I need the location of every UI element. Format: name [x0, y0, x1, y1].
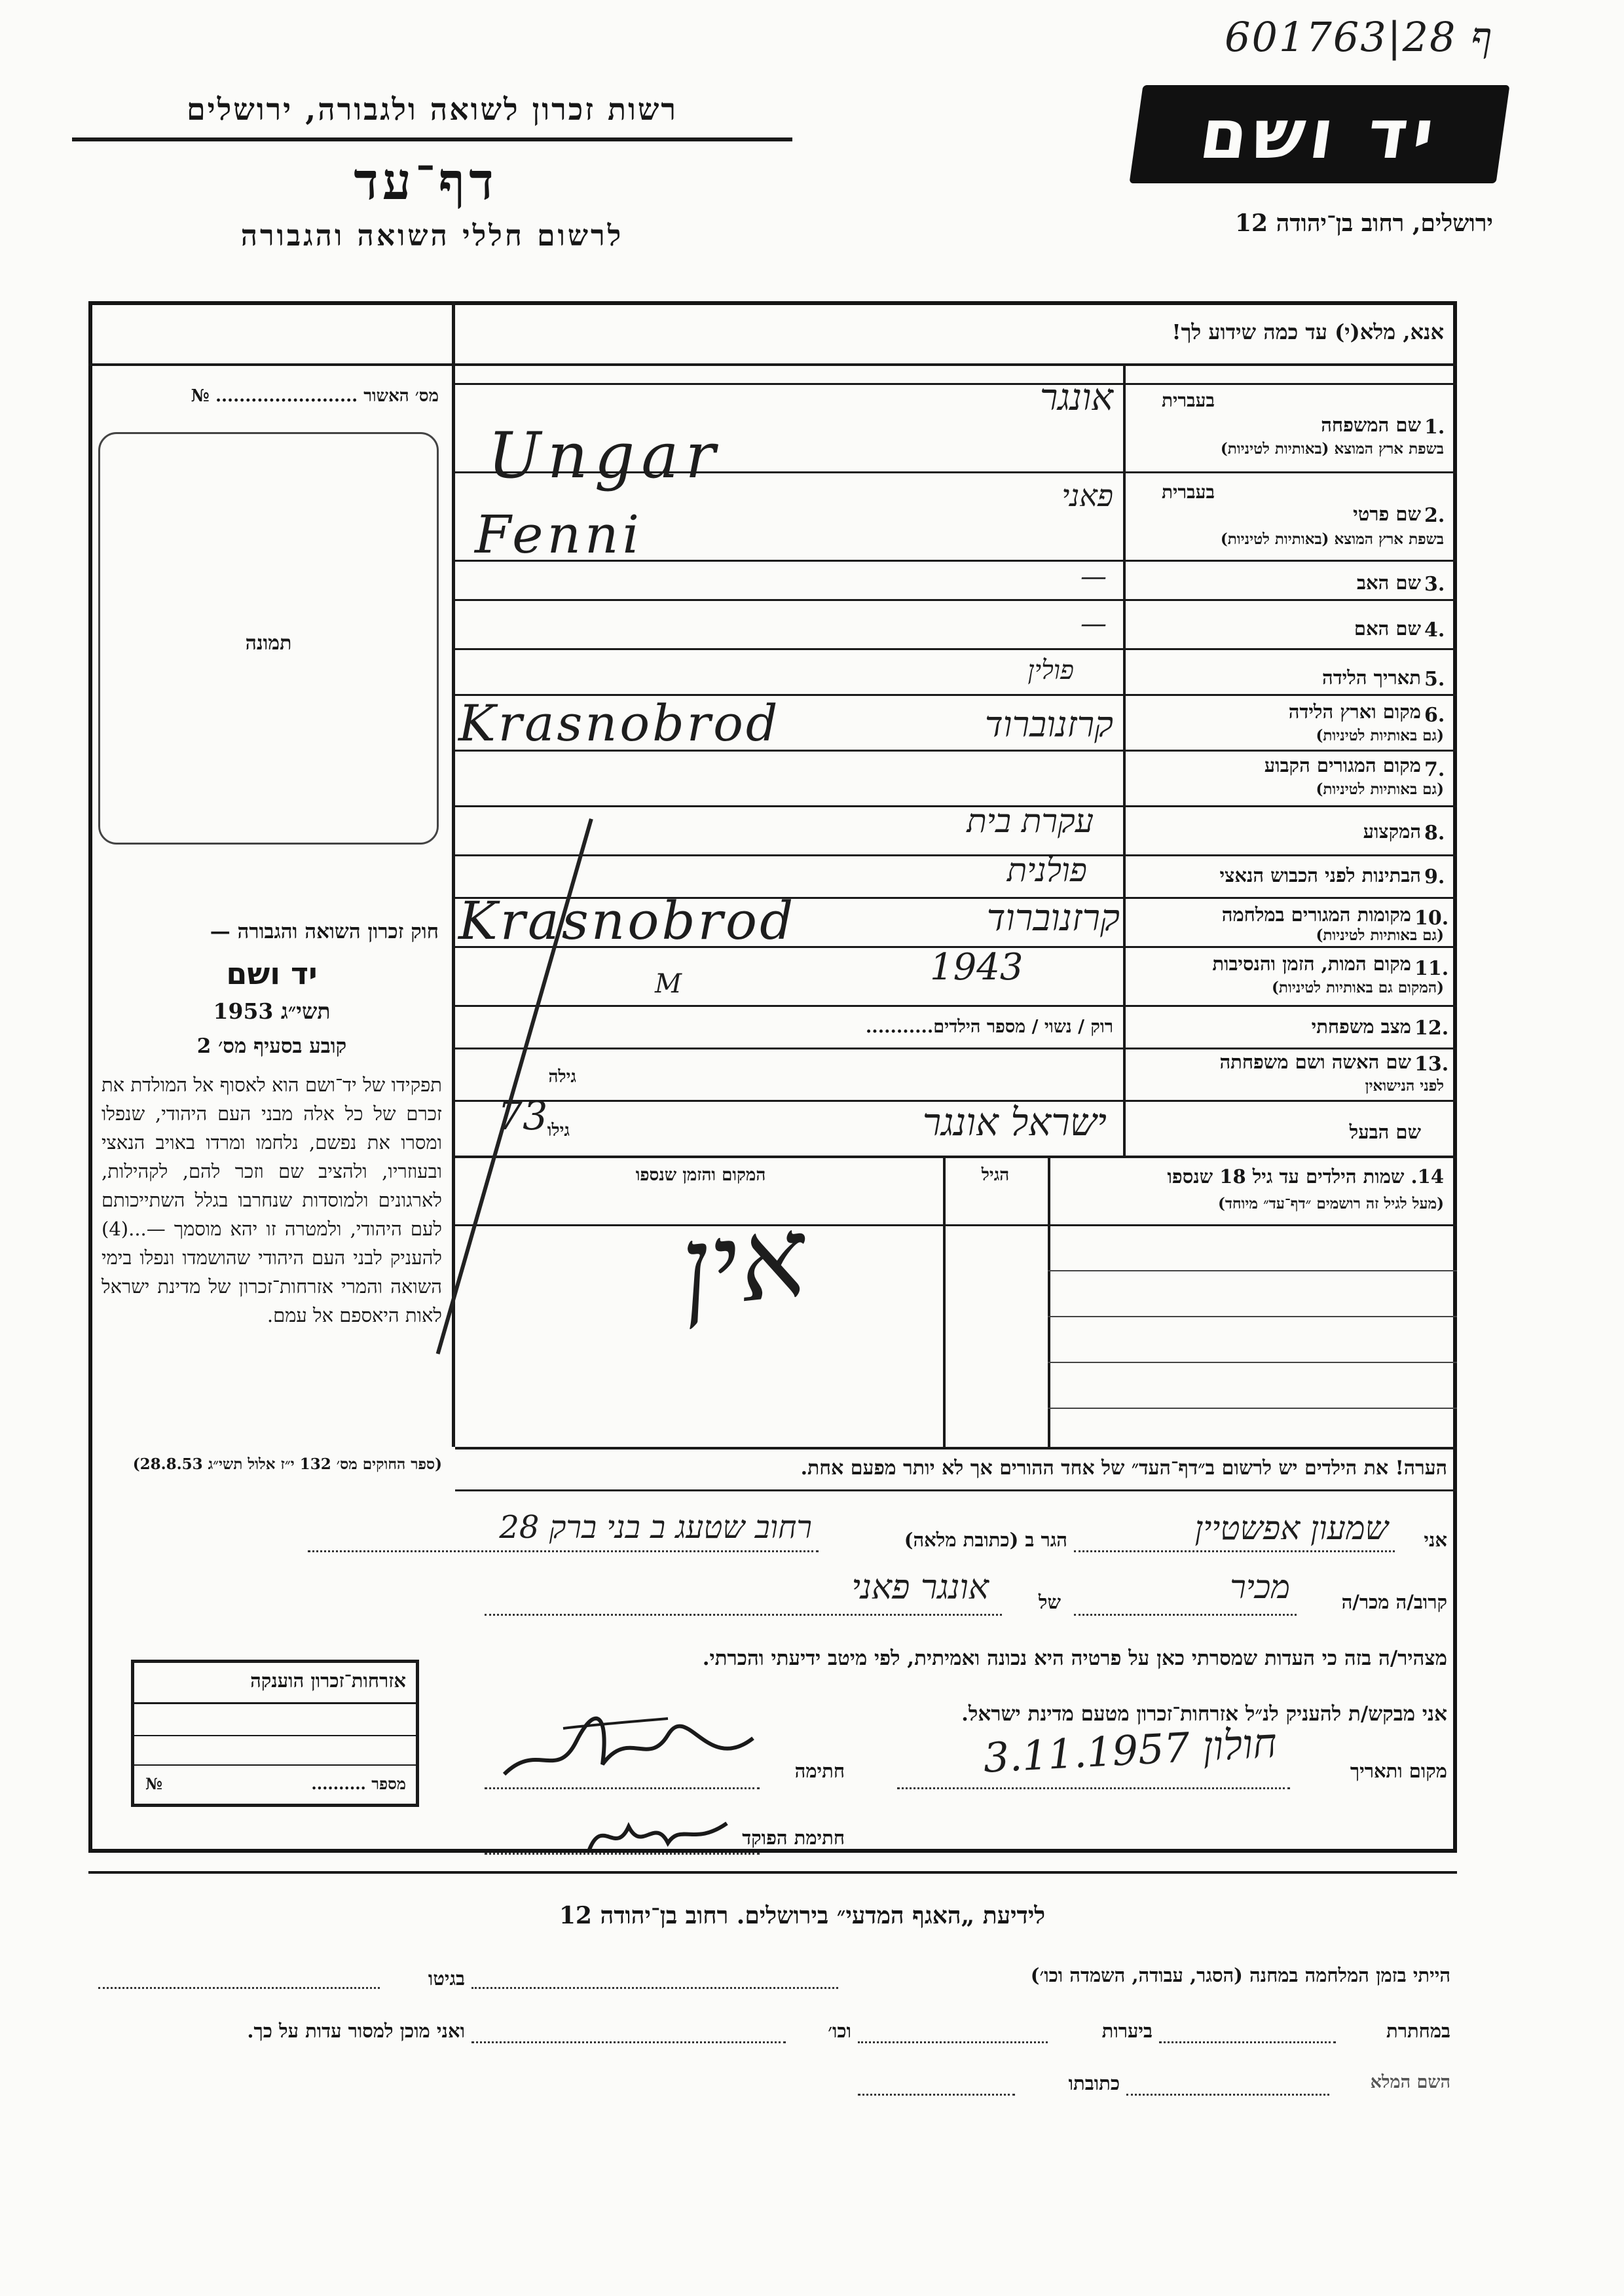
instruction: אנא, מלא(י) עד כמה שידוע לך!: [1172, 319, 1444, 344]
declaration-statement: מצהיר/ה בזה כי העדות שמסרתי כאן על פרטיה היא נכונה ואמיתית, לפי מיטב ידיעתי והכרתי.: [702, 1647, 1447, 1670]
declarant-signature: [498, 1702, 760, 1787]
top-instruction-rule: [88, 363, 1457, 366]
children-none-scribble[interactable]: אין: [674, 1192, 812, 1334]
declarant-name-value[interactable]: שמעון אפשטיין: [1194, 1509, 1388, 1547]
yad-vashem-logo: [1129, 85, 1509, 183]
law-name: יד ושם: [226, 956, 318, 991]
footer-line1-label: הייתי בזמן המלחמה במחנה (הסגר, עבודה, השמדה וכו׳): [1030, 1964, 1450, 1986]
relation-label: קרוב/ה מכר/ה: [1341, 1591, 1447, 1613]
husband-age-value[interactable]: 73: [498, 1093, 548, 1139]
footer-line1-blank[interactable]: [471, 1987, 838, 1989]
logo-text: יד ושם: [1194, 94, 1445, 174]
hebrew-tag-2: בעברית: [1161, 481, 1215, 503]
footer-line2-mid: ביערות: [1101, 2020, 1153, 2042]
footer-line2-etc: וכו׳: [828, 2020, 851, 2042]
children-place-header: המקום והזמן שנספו: [635, 1165, 766, 1185]
declarant-address-value[interactable]: רחוב שטעג ב בני ברק 28: [499, 1509, 812, 1546]
field-label-husband: שם הבעל: [1349, 1121, 1421, 1143]
birth-place-latin-value[interactable]: Krasnobrod: [458, 694, 781, 752]
children-age-header: הגיל: [981, 1165, 1010, 1185]
death-year-value[interactable]: 1943: [930, 946, 1024, 989]
field-label-profession: המקצוע: [1363, 820, 1421, 843]
law-title: חוק זכרון השואה והגבורה —: [210, 920, 439, 943]
footer-line2-blank2[interactable]: [858, 2041, 1048, 2043]
field-label-mother-name: שם האם: [1354, 617, 1421, 640]
war-residence-latin-value[interactable]: Krasnobrod: [458, 890, 796, 951]
place-date-line: [897, 1787, 1290, 1789]
field-sub-family-name: בשפת ארץ המוצא (באותיות לטיניות): [1220, 440, 1444, 458]
official-signature-label: חתימת הפוקד: [742, 1827, 845, 1849]
field-number-10: 10.: [1414, 907, 1449, 930]
field-label-citizenship: הבתינות לפני הכבוש הנאצי: [1219, 864, 1421, 886]
war-residence-hebrew-value[interactable]: קרזנוברוד: [986, 897, 1120, 939]
residing-label: הגר ב (כתובת מלאה): [904, 1529, 1067, 1551]
field-label-birth-place: מקום וארץ הלידה: [1288, 701, 1421, 723]
field-sub-wife-name: לפני הנישואין: [1365, 1077, 1444, 1095]
children-header-line: [455, 1224, 1457, 1226]
row-line: [455, 1156, 1457, 1158]
field-sub-war-residence: (גם באותיות לטיניות): [1316, 926, 1444, 944]
children-row-line: [1048, 1316, 1457, 1317]
children-note: הערה! את הילדים יש לרשום ב״דף־העד״ של אחד ההורים אך לא יותר מפעם אחת.: [800, 1457, 1447, 1480]
note-bottom-line: [455, 1489, 1457, 1491]
father-name-value[interactable]: —: [1080, 562, 1107, 592]
footer-title: לידיעת „האגף המדעי״ בירושלים. רחוב בן־יהודה 12: [559, 1902, 1046, 1929]
place-date-label: מקום ותאריך: [1350, 1760, 1447, 1782]
field-number-13: 13.: [1414, 1053, 1449, 1076]
children-sub: (מעל לגיל זה רושמים ״דף־עד״ מיוחד): [1217, 1195, 1444, 1212]
marital-status-options[interactable]: רוק / נשוי / מספר הילדים...........: [865, 1017, 1113, 1037]
hebrew-tag-1: בעברית: [1161, 390, 1215, 411]
footer-line3-blank1[interactable]: [1126, 2094, 1329, 2096]
first-name-latin-value[interactable]: Fenni: [475, 504, 644, 565]
field-number-9: 9.: [1424, 866, 1445, 888]
row-line: [455, 599, 1457, 601]
field-number-2: 2.: [1424, 504, 1445, 527]
field-label-marital: מצב משפחתי: [1311, 1015, 1411, 1038]
children-row-line: [1048, 1408, 1457, 1409]
children-label: 14. שמות הילדים עד גיל 18 שנספו: [1167, 1165, 1444, 1188]
place-date-value[interactable]: חולון 3.11.1957: [982, 1719, 1278, 1782]
field-number-4: 4.: [1424, 619, 1445, 642]
field-sub-birth-place: (גם באותיות לטיניות): [1316, 727, 1444, 744]
footer-line3-start: השם המלא: [1370, 2072, 1450, 2092]
family-name-hebrew-value[interactable]: אונגר: [1039, 376, 1113, 419]
official-signature: [583, 1804, 733, 1863]
citizenship-box-rule: [134, 1735, 416, 1736]
children-col-div-2: [943, 1156, 946, 1447]
family-name-latin-value[interactable]: Ungar: [488, 419, 722, 492]
field-number-5: 5.: [1424, 668, 1445, 691]
citizenship-number-symbol: №: [145, 1774, 163, 1793]
footer-line3-mid: כתובתו: [1068, 2072, 1120, 2094]
law-year: תשי״ג 1953: [213, 998, 331, 1024]
field-label-first-name: שם פרטי: [1353, 503, 1421, 525]
field-sub-residence: (גם באותיות לטיניות): [1316, 780, 1444, 798]
field-label-birth-date: תאריך הלידה: [1322, 666, 1421, 689]
form-title: דף־עד: [354, 152, 498, 211]
note-top-line: [455, 1447, 1457, 1449]
citizenship-box-rule: [134, 1702, 416, 1704]
header-rule: [72, 137, 792, 141]
address: ירושלים, רחוב בן־יהודה 12: [1234, 210, 1493, 237]
law-reference: (ספר החוקים מס׳ 132 י״ז אלול תשי״ג 28.8.53): [132, 1455, 442, 1473]
birth-place-hebrew-value[interactable]: קרזנוברוד: [984, 704, 1113, 745]
citizenship-box-title: אזרחות־זכרון הוענקה: [250, 1669, 406, 1692]
field-label-wife-name: שם האשה ושם משפחתה: [1219, 1051, 1411, 1073]
field-number-6: 6.: [1424, 704, 1445, 727]
declaration-request: אני מבקש/ת להעניק לנ״ל אזרחות־זכרון מטעם מדינת ישראל.: [961, 1702, 1447, 1726]
field-sub-death: (המקום גם באותיות לטיניות): [1272, 979, 1444, 996]
field-number-8: 8.: [1424, 822, 1445, 845]
field-label-father-name: שם האב: [1356, 572, 1421, 594]
row-line: [455, 1048, 1457, 1049]
citizenship-box-rule: [134, 1764, 416, 1766]
footer-line3-blank2[interactable]: [858, 2094, 1015, 2096]
profession-value[interactable]: עקרת בית: [967, 802, 1094, 840]
photo-label: תמונה: [245, 632, 292, 655]
field-label-war-residence: מקומות המגורים במלחמה: [1221, 903, 1411, 926]
archive-number: 601763|28 ף: [1225, 13, 1494, 61]
label-column-divider: [1123, 363, 1126, 1156]
of-value[interactable]: אונגר פאני: [851, 1568, 989, 1607]
signature-label: חתימה: [794, 1760, 845, 1782]
signature-line: [485, 1787, 760, 1789]
footer-line2-blank3[interactable]: [471, 2041, 786, 2043]
children-row-line: [1048, 1362, 1457, 1363]
declarant-label: אני: [1424, 1529, 1447, 1551]
field-sub-first-name: בשפת ארץ המוצא (באותיות לטיניות): [1220, 530, 1444, 548]
citizenship-value[interactable]: פולנית: [1006, 851, 1087, 889]
mother-name-value[interactable]: —: [1080, 609, 1107, 639]
row-line: [455, 1005, 1457, 1007]
husband-name-value[interactable]: ישראל אונגר: [922, 1100, 1107, 1144]
birth-country-value[interactable]: פולין: [1027, 655, 1074, 685]
declarant-name-line: [1074, 1550, 1395, 1552]
field-label-death: מקום המות, הזמן והנסיבות: [1212, 953, 1411, 975]
field-label-family-name: שם המשפחה: [1321, 414, 1421, 436]
husband-age-label: גילו: [547, 1121, 570, 1140]
relation-value[interactable]: מכיר: [1230, 1568, 1290, 1606]
relation-line: [1074, 1614, 1297, 1616]
first-name-hebrew-value[interactable]: פאני: [1061, 478, 1113, 513]
law-body: תפקידו של יד־ושם הוא לאסוף אל המולדת את זכרם של כל אלה מבני העם היהודי, שנפלו ומסרו את נפשם, נלחמו ומרדו באויב הנאצי ובעוזריו, ולהציב שם וזכר להם, לקהילות, לארגונים ולמוסדות שנחרבו בגלל השתייכותם לעם היהודי, ולמטרה זו יהא מוסמך —...(4) להעניק לבני העם היהודי שהושמדו ונפלו בימי השואה והמרי אזרחות־זכרון של מדינת ישראל לאות היאספם אל עמם.: [101, 1074, 442, 1326]
approval-number-field[interactable]: מס׳ האשור ........................ №: [191, 386, 439, 406]
footer-top-rule: [88, 1871, 1457, 1874]
form-subtitle: לרשום חללי השואה והגבורה: [240, 219, 624, 253]
field-number-11: 11.: [1414, 957, 1449, 980]
field-number-3: 3.: [1424, 573, 1445, 596]
citizenship-number-label[interactable]: מספר ..........: [311, 1774, 406, 1793]
footer-line1-blank2[interactable]: [98, 1987, 380, 1989]
of-line: [485, 1614, 1002, 1616]
field-number-7: 7.: [1424, 758, 1445, 781]
footer-line2-start: במחתרת: [1386, 2020, 1450, 2042]
footer-line2-end: ואני מוכן למסור עדות על כך.: [247, 2020, 465, 2042]
of-label: של: [1038, 1591, 1061, 1613]
declarant-address-line: [308, 1550, 819, 1552]
field-number-1: 1.: [1424, 416, 1445, 439]
field-label-residence: מקום המגורים הקבוע: [1264, 754, 1421, 776]
children-col-div-1: [1048, 1156, 1050, 1447]
death-note-value[interactable]: M: [655, 969, 682, 999]
law-section: קובע בסעיף מס׳ 2: [196, 1034, 347, 1058]
children-row-line: [1048, 1270, 1457, 1271]
org-top-line: רשות זכרון לשואה ולגבורה, ירושלים: [186, 92, 678, 127]
footer-line1-end: בגיטו: [428, 1967, 465, 1990]
wife-age-label: גילה: [548, 1067, 576, 1087]
footer-line2-blank1[interactable]: [1159, 2041, 1336, 2043]
field-number-12: 12.: [1414, 1017, 1449, 1040]
row-line: [455, 648, 1457, 650]
